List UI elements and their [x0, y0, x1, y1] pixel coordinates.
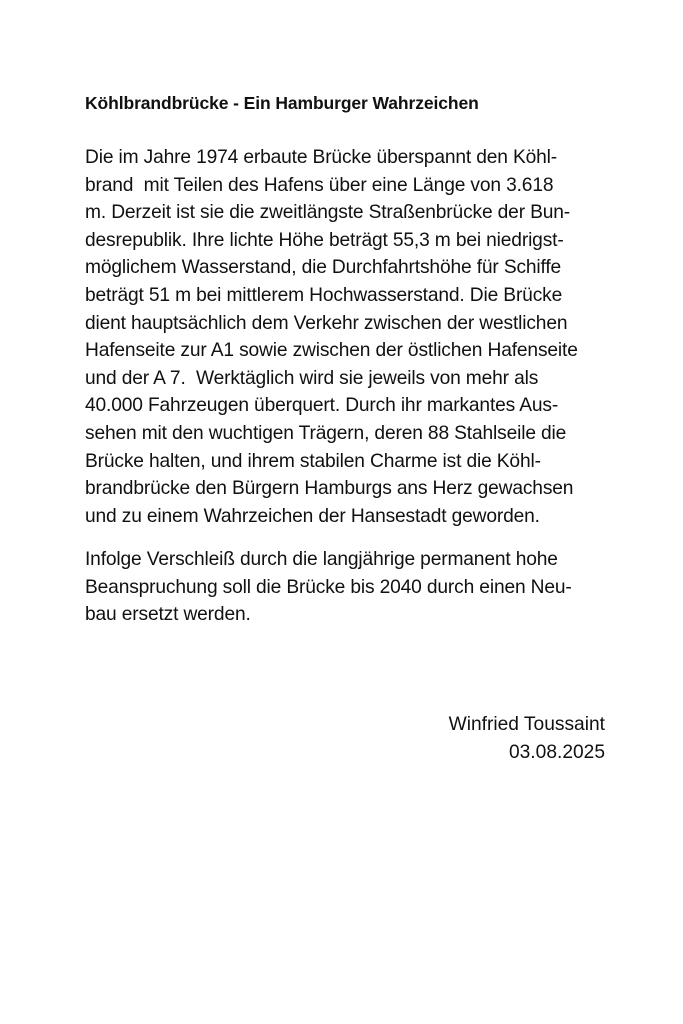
text-line: sehen mit den wuchtigen Trägern, deren 88 Stahlseile die — [85, 422, 567, 444]
text-line: brandbrücke den Bürgern Hamburgs ans Herz gewachsen — [85, 478, 574, 500]
paragraph-2 — [85, 546, 645, 629]
text-line: bau ersetzt werden. — [85, 604, 251, 626]
text-line: 40.000 Fahrzeugen überquert. Durch ihr markantes Aus- — [85, 395, 559, 417]
text-line: desrepublik. Ihre lichte Höhe beträgt 55,3 m bei niedrigst- — [85, 229, 564, 251]
text-line: m. Derzeit ist sie die zweitlängste Straßenbrücke der Bun- — [85, 202, 571, 224]
text-line: Infolge Verschleiß durch die langjährige permanent hohe — [85, 549, 558, 570]
text-line: brand mit Teilen des Hafens über eine Länge von 3.618 — [85, 174, 554, 196]
text-line: und zu einem Wahrzeichen der Hansestadt geworden. — [85, 505, 540, 527]
document-title: Köhlbrandbrücke - Ein Hamburger Wahrzeichen — [85, 93, 479, 113]
text-line: Brücke halten, und ihrem stabilen Charme ist die Köhl- — [85, 450, 541, 472]
text-line: Hafenseite zur A1 sowie zwischen der östlichen Hafenseite — [85, 340, 578, 362]
text-line: Beanspruchung soll die Brücke bis 2040 durch einen Neu- — [85, 576, 572, 598]
document-date: 03.08.2025 — [508, 742, 605, 763]
text-line: beträgt 51 m bei mittlerem Hochwasserstand. Die Brücke — [85, 284, 563, 306]
paragraph-1 — [85, 144, 645, 530]
text-line: Die im Jahre 1974 erbaute Brücke überspannt den Köhl- — [85, 147, 558, 168]
text-line: möglichem Wasserstand, die Durchfahrtshöhe für Schiffe — [85, 257, 562, 279]
text-line: und der A 7. Werktäglich wird sie jeweils von mehr als — [85, 367, 539, 389]
author-name: Winfried Toussaint — [448, 714, 605, 735]
text-line: dient hauptsächlich dem Verkehr zwischen der westlichen — [85, 312, 568, 334]
